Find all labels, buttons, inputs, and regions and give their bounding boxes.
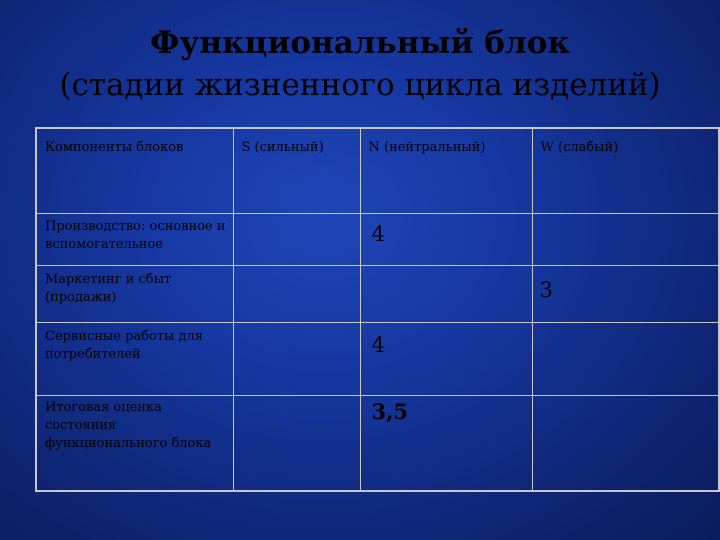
rating-value: 4	[371, 332, 385, 357]
cell-strong	[233, 265, 360, 322]
header-neutral: N (нейтральный)	[360, 128, 532, 213]
cell-weak	[532, 265, 719, 322]
row-label: Производство: основное и вспомогательное	[36, 213, 233, 265]
assessment-table	[35, 127, 720, 492]
row-label: Маркетинг и сбыт (продажи)	[36, 265, 233, 322]
header-components: Компоненты блоков	[36, 128, 233, 213]
cell-strong	[233, 322, 360, 395]
header-weak: W (слабый)	[532, 128, 719, 213]
header-strong: S (сильный)	[233, 128, 360, 213]
row-label: Итоговая оценка состояния функционального блока	[36, 395, 233, 491]
rating-value: 3	[539, 277, 553, 302]
table-row	[36, 265, 719, 322]
table-row	[36, 395, 719, 491]
cell-neutral	[360, 395, 532, 491]
table-header-row	[36, 128, 719, 213]
rating-value: 4	[371, 221, 385, 246]
cell-strong	[233, 395, 360, 491]
slide-title	[0, 22, 720, 106]
cell-weak	[532, 213, 719, 265]
title-main: Функциональный блок	[150, 25, 570, 61]
table-row	[36, 213, 719, 265]
rating-value: 3,5	[371, 398, 409, 424]
row-label: Сервисные работы для потребителей	[36, 322, 233, 395]
table-row	[36, 322, 719, 395]
cell-weak	[532, 322, 719, 395]
cell-neutral	[360, 322, 532, 395]
cell-neutral	[360, 265, 532, 322]
cell-strong	[233, 213, 360, 265]
cell-weak	[532, 395, 719, 491]
title-subtitle: (стадии жизненного цикла изделий)	[59, 67, 661, 103]
cell-neutral	[360, 213, 532, 265]
